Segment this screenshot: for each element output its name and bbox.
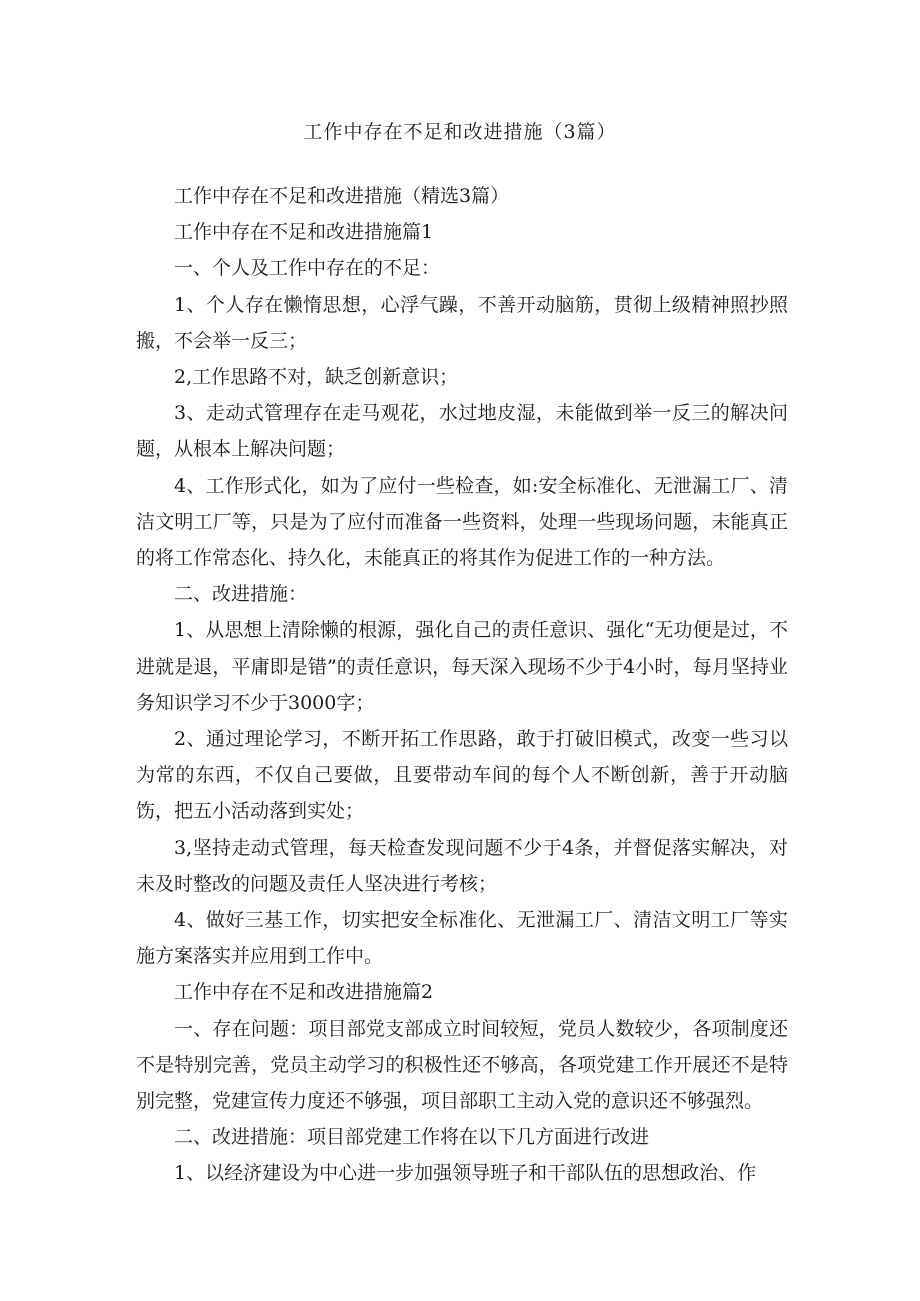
paragraph: 二、改进措施：项目部党建工作将在以下几方面进行改进 [174, 1126, 650, 1149]
paragraph: 1、以经济建设为中心进一步加强领导班子和干部队伍的思想政治、作 [174, 1162, 757, 1185]
paragraph: 2,工作思路不对，缺乏创新意识； [174, 366, 459, 389]
paragraph: 4、工作形式化，如为了应付一些检查，如:安全标准化、无泄漏工厂、清洁文明工厂等，只是为了应付而准备一些资料，处理一些现场问题，未能真正的将工作常态化、持久化，未能真正的将其作为促进工作的一种方法。 [136, 474, 788, 570]
subheading-measures: 二、改进措施： [174, 583, 308, 606]
document-title: 工作中存在不足和改进措施（3篇） [303, 121, 617, 143]
paragraph: 3,坚持走动式管理，每天检查发现问题不少于4条，并督促落实解决，对未及时整改的问题及责任人坚决进行考核； [136, 836, 788, 895]
subheading-shortcomings: 一、个人及工作中存在的不足： [174, 257, 441, 280]
document-body [136, 178, 788, 1192]
paragraph: 一、存在问题：项目部党支部成立时间较短，党员人数较少，各项制度还不是特别完善，党员主动学习的积极性还不够高，各项党建工作开展还不是特别完整，党建宣传力度还不够强，项目部职工主动入党的意识还不够强烈。 [136, 1017, 788, 1113]
paragraph: 1、从思想上清除懒的根源，强化自己的责任意识、强化“无功便是过，不进就是退，平庸即是错”的责任意识，每天深入现场不少于4小时，每月坚持业务知识学习不少于3000字； [136, 619, 788, 714]
paragraph: 1、个人存在懒惰思想，心浮气躁，不善开动脑筋，贯彻上级精神照抄照搬，不会举一反三； [136, 293, 788, 352]
section-heading-1: 工作中存在不足和改进措施篇1 [174, 221, 434, 244]
subtitle-paragraph: 工作中存在不足和改进措施（精选3篇） [174, 185, 510, 207]
paragraph: 3、走动式管理存在走马观花，水过地皮湿，未能做到举一反三的解决问题，从根本上解决问题； [136, 402, 788, 461]
paragraph: 4、做好三基工作，切实把安全标准化、无泄漏工厂、清洁文明工厂等实施方案落实并应用到工作中。 [136, 909, 788, 968]
section-heading-2: 工作中存在不足和改进措施篇2 [174, 981, 434, 1004]
paragraph: 2、通过理论学习，不断开拓工作思路，敢于打破旧模式，改变一些习以为常的东西，不仅自己要做，且要带动车间的每个人不断创新，善于开动脑饬，把五小活动落到实处； [136, 728, 788, 823]
